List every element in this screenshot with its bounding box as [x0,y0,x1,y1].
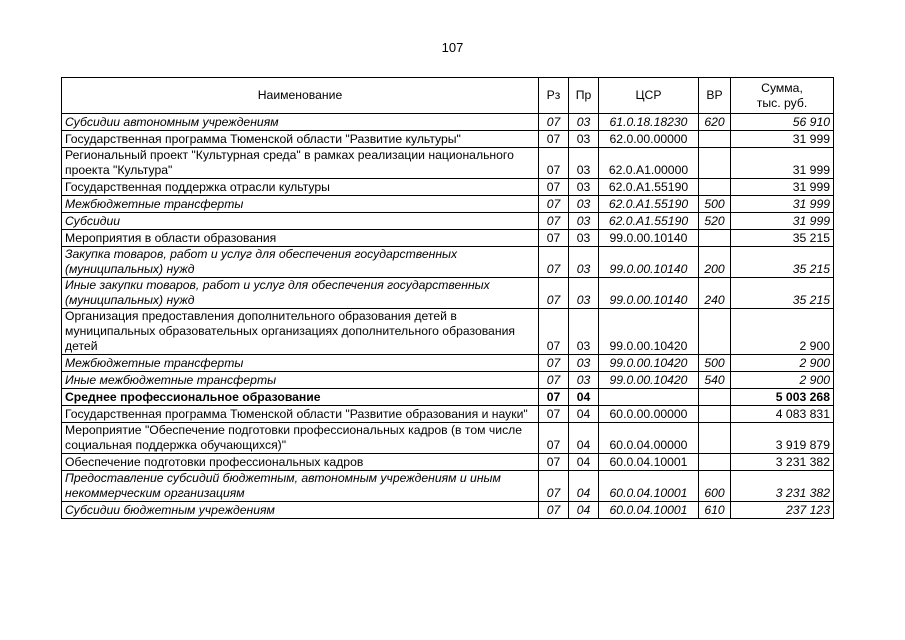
cell-vr [699,454,731,471]
table-row [62,148,834,179]
cell-name: Предоставление субсидий бюджетным, автономным учреждениям и иным некоммерческим организациям [62,471,539,502]
cell-pr: 03 [569,131,599,148]
cell-rz: 07 [539,148,569,179]
cell-rz: 07 [539,502,569,519]
cell-rz: 07 [539,423,569,454]
cell-vr [699,309,731,355]
cell-csr: 60.0.04.10001 [599,502,699,519]
cell-csr: 99.0.00.10420 [599,372,699,389]
cell-csr: 61.0.18.18230 [599,114,699,131]
header-name: Наименование [62,78,539,114]
table-row [62,179,834,196]
cell-name: Государственная поддержка отрасли культуры [62,179,539,196]
cell-rz: 07 [539,309,569,355]
cell-vr [699,389,731,406]
table-row [62,213,834,230]
table-row [62,389,834,406]
cell-pr: 04 [569,389,599,406]
table-row [62,406,834,423]
cell-name: Межбюджетные трансферты [62,355,539,372]
cell-name: Организация предоставления дополнительного образования детей в муниципальных образовательных организациях дополнительного образования детей [62,309,539,355]
cell-sum: 3 231 382 [731,471,834,502]
cell-vr [699,406,731,423]
cell-sum: 5 003 268 [731,389,834,406]
cell-name: Закупка товаров, работ и услуг для обеспечения государственных (муниципальных) нужд [62,247,539,278]
cell-rz: 07 [539,278,569,309]
cell-rz: 07 [539,372,569,389]
cell-csr [599,389,699,406]
cell-sum: 4 083 831 [731,406,834,423]
cell-name: Субсидии автономным учреждениям [62,114,539,131]
cell-pr: 03 [569,196,599,213]
cell-pr: 03 [569,114,599,131]
header-rz: Рз [539,78,569,114]
cell-vr: 610 [699,502,731,519]
cell-name: Межбюджетные трансферты [62,196,539,213]
cell-rz: 07 [539,471,569,502]
cell-sum: 31 999 [731,213,834,230]
cell-sum: 3 919 879 [731,423,834,454]
cell-vr: 500 [699,355,731,372]
cell-rz: 07 [539,179,569,196]
cell-sum: 56 910 [731,114,834,131]
cell-csr: 99.0.00.10140 [599,247,699,278]
table-row [62,423,834,454]
cell-pr: 04 [569,502,599,519]
table-row [62,114,834,131]
cell-pr: 03 [569,230,599,247]
cell-sum: 35 215 [731,278,834,309]
page-number: 107 [441,40,464,55]
cell-rz: 07 [539,196,569,213]
table-row [62,247,834,278]
cell-pr: 04 [569,471,599,502]
cell-pr: 04 [569,454,599,471]
table-row [62,502,834,519]
table-row [62,454,834,471]
cell-sum: 31 999 [731,148,834,179]
cell-vr: 200 [699,247,731,278]
cell-csr: 60.0.04.00000 [599,423,699,454]
cell-csr: 62.0.A1.55190 [599,213,699,230]
cell-csr: 62.0.00.00000 [599,131,699,148]
cell-vr: 500 [699,196,731,213]
cell-sum: 2 900 [731,355,834,372]
cell-csr: 60.0.04.10001 [599,454,699,471]
cell-rz: 07 [539,406,569,423]
cell-pr: 03 [569,278,599,309]
cell-vr: 620 [699,114,731,131]
cell-name: Государственная программа Тюменской области "Развитие культуры" [62,131,539,148]
cell-pr: 03 [569,247,599,278]
cell-csr: 60.0.00.00000 [599,406,699,423]
table-row [62,131,834,148]
cell-sum: 35 215 [731,247,834,278]
table-row [62,372,834,389]
cell-name: Среднее профессиональное образование [62,389,539,406]
cell-sum: 2 900 [731,372,834,389]
cell-csr: 99.0.00.10420 [599,309,699,355]
cell-name: Государственная программа Тюменской области "Развитие образования и науки" [62,406,539,423]
cell-name: Мероприятия в области образования [62,230,539,247]
cell-rz: 07 [539,114,569,131]
cell-pr: 03 [569,355,599,372]
cell-sum: 31 999 [731,179,834,196]
cell-vr [699,131,731,148]
table-row [62,230,834,247]
cell-csr: 62.0.A1.55190 [599,196,699,213]
cell-name: Субсидии [62,213,539,230]
cell-vr [699,179,731,196]
header-pr: Пр [569,78,599,114]
cell-sum: 2 900 [731,309,834,355]
cell-vr: 520 [699,213,731,230]
table-body [62,114,834,519]
cell-name: Региональный проект "Культурная среда" в рамках реализации национального проекта "Культура" [62,148,539,179]
cell-sum: 31 999 [731,131,834,148]
cell-pr: 03 [569,309,599,355]
cell-rz: 07 [539,247,569,278]
cell-vr: 600 [699,471,731,502]
cell-rz: 07 [539,355,569,372]
cell-pr: 03 [569,148,599,179]
cell-vr: 240 [699,278,731,309]
table-row [62,355,834,372]
budget-table [61,77,834,519]
cell-csr: 99.0.00.10420 [599,355,699,372]
cell-pr: 04 [569,423,599,454]
table-row [62,196,834,213]
cell-rz: 07 [539,389,569,406]
cell-name: Мероприятие "Обеспечение подготовки профессиональных кадров (в том числе социальная поддержка обучающихся)" [62,423,539,454]
cell-name: Обеспечение подготовки профессиональных кадров [62,454,539,471]
cell-vr [699,148,731,179]
cell-csr: 62.0.A1.55190 [599,179,699,196]
cell-rz: 07 [539,213,569,230]
cell-pr: 04 [569,406,599,423]
cell-sum: 237 123 [731,502,834,519]
header-vr: ВР [699,78,731,114]
header-sum: Сумма, тыс. руб. [731,78,834,114]
cell-name: Субсидии бюджетным учреждениям [62,502,539,519]
table-header-row [62,78,834,114]
cell-vr [699,230,731,247]
header-csr: ЦСР [599,78,699,114]
cell-rz: 07 [539,131,569,148]
cell-pr: 03 [569,213,599,230]
cell-vr: 540 [699,372,731,389]
cell-csr: 99.0.00.10140 [599,230,699,247]
cell-csr: 62.0.A1.00000 [599,148,699,179]
table-row [62,309,834,355]
cell-sum: 35 215 [731,230,834,247]
table-row [62,471,834,502]
cell-pr: 03 [569,372,599,389]
cell-vr [699,423,731,454]
cell-rz: 07 [539,230,569,247]
cell-pr: 03 [569,179,599,196]
cell-sum: 31 999 [731,196,834,213]
cell-name: Иные закупки товаров, работ и услуг для обеспечения государственных (муниципальных) нужд [62,278,539,309]
cell-csr: 99.0.00.10140 [599,278,699,309]
cell-csr: 60.0.04.10001 [599,471,699,502]
cell-name: Иные межбюджетные трансферты [62,372,539,389]
table-row [62,278,834,309]
cell-rz: 07 [539,454,569,471]
cell-sum: 3 231 382 [731,454,834,471]
